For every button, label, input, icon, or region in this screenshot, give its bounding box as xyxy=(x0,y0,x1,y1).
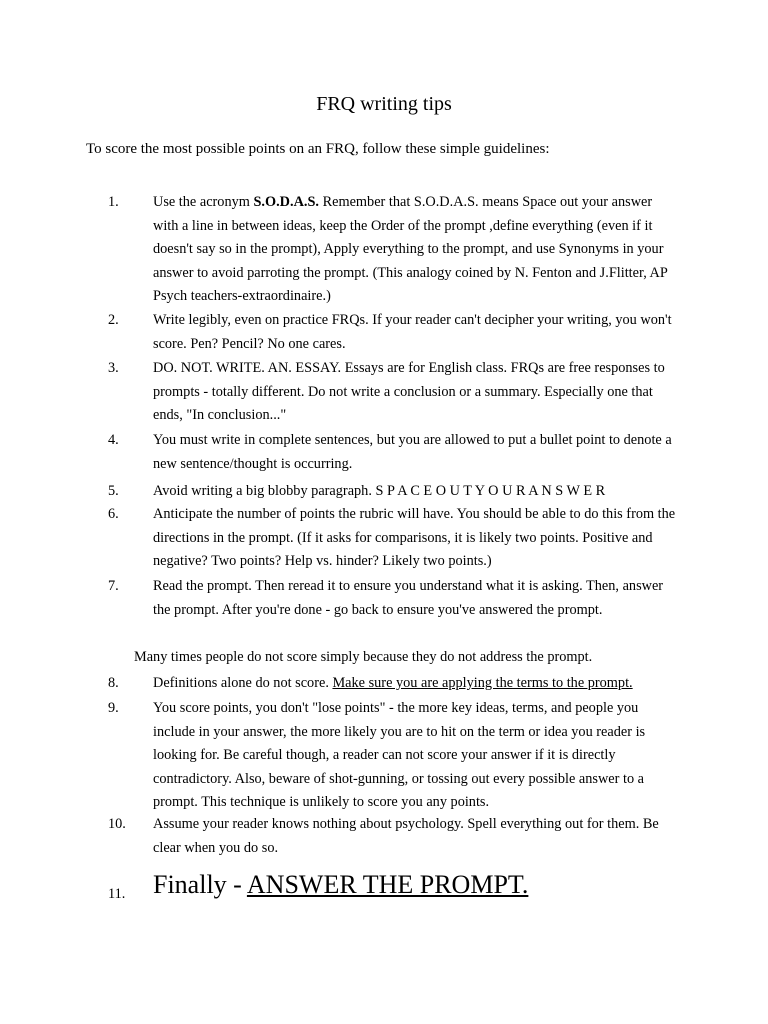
list-text: You must write in complete sentences, but you are allowed to put a bullet point to denote a new sentence/thought is occurring. xyxy=(153,432,672,472)
list-number: 3. xyxy=(108,360,119,376)
list-number: 6. xyxy=(108,506,119,522)
list-text: DO. NOT. WRITE. AN. ESSAY. Essays are for English class. FRQs are free responses to prompts - totally different. Do not write a conclusion or a summary. Especially one that ends, "In conclusion..." xyxy=(153,360,665,423)
list-text: Anticipate the number of points the rubric will have. You should be able to do this from the directions in the prompt. (If it asks for comparisons, it is likely two points. Positive and negative? Two points? Help vs. hinder? Likely two points.) xyxy=(153,506,676,569)
list-number: 4. xyxy=(108,432,119,448)
list-text xyxy=(153,672,678,696)
final-text xyxy=(153,870,528,900)
list-text: Avoid writing a big blobby paragraph. S P A C E O U T Y O U R A N S W E R xyxy=(153,483,606,499)
list-text xyxy=(153,191,678,309)
list-number: 7. xyxy=(108,578,119,594)
list-number: 9. xyxy=(108,700,119,716)
underlined-text: Make sure you are applying the terms to the prompt. xyxy=(332,675,633,691)
note-text: Many times people do not score simply because they do not address the prompt. xyxy=(134,649,593,665)
list-text-pre: Definitions alone do not score. xyxy=(153,675,333,691)
list-number: 2. xyxy=(108,312,119,328)
list-text-post: Remember that S.O.D.A.S. means Space out your answer with a line in between ideas, keep the Order of the prompt ,define everything (even if it doesn't say so in the prompt), Apply everything to the prompt, and use Synonyms in your answer to avoid parroting the prompt. (This analogy coined by N. Fenton and J.Flitter, AP Psych teachers-extraordinaire.) xyxy=(153,194,668,304)
list-text: Assume your reader knows nothing about psychology. Spell everything out for them. Be clear when you do so. xyxy=(153,816,659,856)
final-underlined-text: ANSWER THE PROMPT. xyxy=(246,870,529,899)
list-number: 11. xyxy=(108,886,126,902)
final-text-pre: Finally - xyxy=(153,870,247,899)
list-text: You score points, you don't "lose points" - the more key ideas, terms, and people you include in your answer, the more likely you are to hit on the term or idea you reader is looking for. Be careful though, a reader can not score your answer if it is directly contradictory. Also, beware of shot-gunning, or tossing out every possible answer to a prompt. This technique is unlikely to score you any points. xyxy=(153,700,646,810)
list-number: 1. xyxy=(108,194,119,210)
list-number: 8. xyxy=(108,675,119,691)
intro-text: To score the most possible points on an FRQ, follow these simple guidelines: xyxy=(86,141,550,157)
list-text-pre: Use the acronym xyxy=(153,194,254,210)
list-text: Write legibly, even on practice FRQs. If your reader can't decipher your writing, you won't score. Pen? Pencil? No one cares. xyxy=(153,312,672,352)
page-title: FRQ writing tips xyxy=(316,93,452,115)
list-text: Read the prompt. Then reread it to ensure you understand what it is asking. Then, answer the prompt. After you're done - go back to ensure you've answered the prompt. xyxy=(153,578,664,618)
list-item-11 xyxy=(0,870,768,910)
list-number: 5. xyxy=(108,483,119,499)
acronym-text: S.O.D.A.S. xyxy=(253,194,319,210)
list-number: 10. xyxy=(108,816,126,832)
